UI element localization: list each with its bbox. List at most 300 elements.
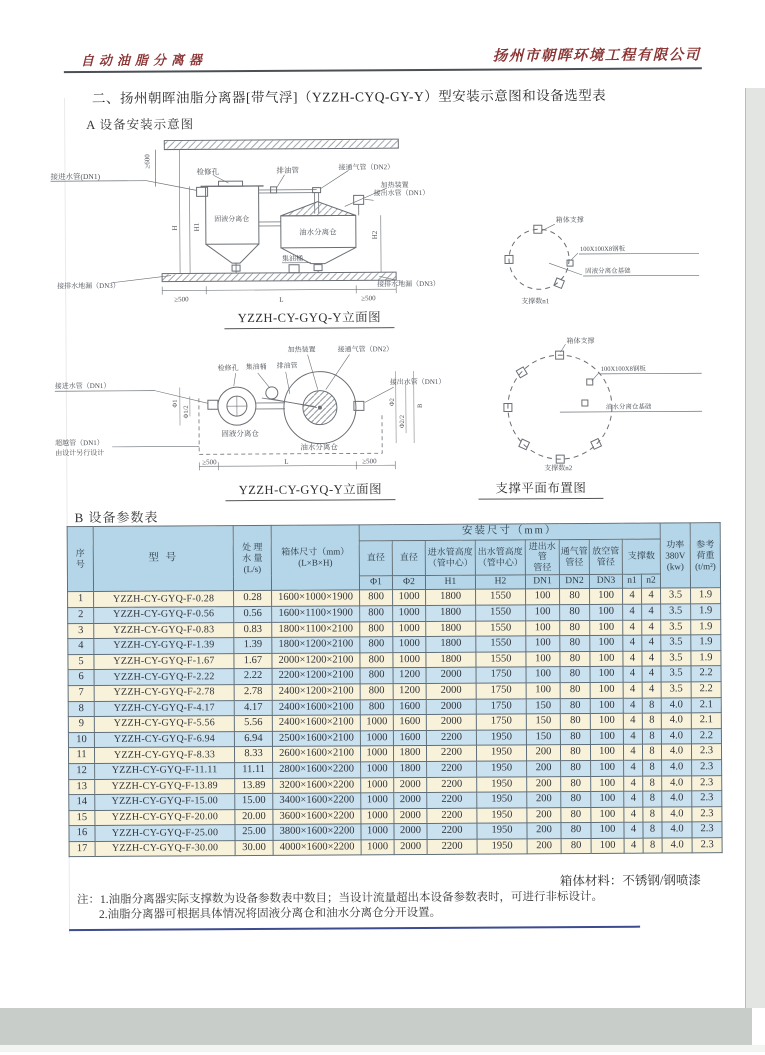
cell-model: YZZH-CY-GYQ-F-2.22 [94, 669, 234, 685]
cell-n2: 8 [643, 807, 662, 823]
cell-flow: 0.28 [234, 591, 272, 607]
cell-flow: 25.00 [235, 825, 273, 841]
cell-flow: 11.11 [235, 762, 273, 778]
cell-dn1: 200 [526, 745, 560, 761]
plan-diagram [49, 335, 470, 480]
cell-model: YZZH-CY-GYQ-F-11.11 [95, 763, 235, 779]
label-outlet-pipe: 接出水管（DN1） [374, 188, 430, 197]
cell-load: 2.3 [692, 791, 722, 807]
col-header-d2: 直径 [392, 540, 425, 576]
cell-h1: 2200 [427, 792, 477, 808]
cell-d1: 1000 [361, 793, 394, 809]
cell-dn2: 80 [561, 776, 591, 792]
plan-label-access: 检修孔 [218, 363, 239, 372]
cell-power: 4.0 [662, 838, 692, 854]
sub-header-h1: H1 [425, 575, 475, 590]
cell-n1: 4 [623, 620, 642, 636]
cell-dn3: 100 [591, 791, 624, 807]
cell-h2: 1550 [476, 620, 526, 636]
cell-dn2: 80 [560, 636, 590, 652]
cell-n1: 4 [623, 666, 642, 682]
plan-inlet-stub [208, 400, 218, 409]
cell-flow: 1.67 [234, 653, 272, 669]
cell-h1: 2000 [426, 683, 476, 699]
cell-load: 2.3 [692, 838, 722, 854]
cell-h1: 2200 [427, 761, 477, 777]
cell-flow: 13.89 [235, 778, 273, 794]
cell-load: 2.3 [692, 822, 722, 838]
cell-d2: 1000 [393, 590, 426, 606]
col-header-h1: 进水管高度 （管中心） [425, 540, 475, 576]
cell-h1: 2200 [427, 777, 477, 793]
cell-model: YZZH-CY-GYQ-F-13.89 [95, 778, 235, 794]
cell-no: 10 [68, 732, 94, 748]
cell-h2: 1950 [476, 745, 526, 761]
label-dim-h1: H1 [193, 222, 201, 231]
cell-dn3: 100 [590, 635, 623, 651]
cell-power: 3.5 [661, 635, 691, 651]
cell-model: YZZH-CY-GYQ-F-6.94 [94, 731, 234, 747]
plan-dim-left-500: ≥500 [202, 458, 217, 466]
cell-no: 16 [69, 826, 95, 842]
company-name: 扬州市朝晖环境工程有限公司 [493, 43, 701, 65]
cell-dn1: 200 [527, 776, 561, 792]
cell-d2: 1200 [393, 668, 426, 684]
cell-load: 2.2 [691, 728, 721, 744]
cell-dn2: 80 [561, 760, 591, 776]
section-b-heading: B 设备参数表 [75, 507, 159, 527]
cell-n2: 4 [642, 666, 661, 682]
cell-n2: 4 [642, 620, 661, 636]
cell-n1: 4 [623, 713, 642, 729]
cell-h2: 1750 [476, 714, 526, 730]
sub-header-h2: H2 [475, 575, 525, 590]
cell-flow: 1.39 [234, 638, 272, 654]
sub-header-n1: n1 [622, 574, 641, 589]
cell-power: 4.0 [662, 791, 692, 807]
cell-h1: 2000 [426, 714, 476, 730]
cell-flow: 4.17 [234, 700, 272, 716]
plan-dim-phi1: Φ1 [172, 399, 179, 407]
cell-dn2: 80 [560, 604, 590, 620]
cell-n2: 8 [643, 791, 662, 807]
cell-load: 1.9 [691, 604, 721, 620]
oilwater-cone-top [281, 201, 356, 215]
cell-d2: 1000 [393, 621, 426, 637]
plan-label-bypass: 超越管（DN1） [55, 438, 104, 447]
col-header-dn3: 放空管 管径 [589, 539, 622, 575]
cell-h2: 1950 [477, 792, 527, 808]
section-a-heading: A 设备安装示意图 [86, 114, 194, 133]
cell-d1: 1000 [360, 746, 393, 762]
cell-n2: 8 [642, 729, 661, 745]
cell-no: 6 [68, 670, 94, 686]
cell-h1: 2200 [427, 823, 477, 839]
cell-dn1: 200 [527, 807, 561, 823]
cell-dn1: 150 [526, 714, 560, 730]
cell-box: 2800×1600×2200 [273, 762, 361, 778]
plan-label-vent: 接通气管（DN2） [338, 344, 394, 353]
cell-d2: 2000 [394, 777, 427, 793]
cell-dn1: 150 [526, 698, 560, 714]
cell-box: 2200×1200×2100 [272, 668, 360, 684]
cell-dn3: 100 [591, 807, 624, 823]
cell-n1: 4 [623, 651, 642, 667]
cell-box: 3600×1600×2200 [273, 809, 361, 825]
sub-header-dn2: DN2 [559, 574, 589, 589]
cell-power: 3.5 [661, 604, 691, 620]
cell-no: 5 [68, 654, 94, 670]
cell-model: YZZH-CY-GYQ-F-5.56 [94, 716, 234, 732]
cell-power: 4.0 [661, 713, 691, 729]
cell-load: 2.3 [692, 775, 722, 791]
support-detail-2 [469, 331, 705, 472]
oil-barrel [289, 265, 299, 273]
col-header-install: 安装尺寸（mm） [359, 523, 660, 540]
cell-no: 14 [69, 795, 95, 811]
box-material-note: 箱体材料：不锈钢/钢喷漆 [433, 870, 701, 890]
cell-dn2: 80 [560, 667, 590, 683]
cell-d2: 1000 [393, 637, 426, 653]
cell-power: 4.0 [661, 744, 691, 760]
support-circle-2 [508, 355, 613, 460]
cell-dn2: 80 [560, 714, 590, 730]
cell-dn1: 200 [527, 823, 561, 839]
cell-d1: 800 [360, 684, 393, 700]
cell-d1: 1000 [360, 730, 393, 746]
cell-h1: 2000 [426, 699, 476, 715]
col-header-h2: 出水管高度 （管中心） [475, 539, 525, 575]
cell-flow: 5.56 [234, 716, 272, 732]
cell-dn1: 100 [526, 589, 560, 605]
cell-h2: 1950 [477, 839, 527, 855]
cell-flow: 20.00 [235, 809, 273, 825]
cell-model: YZZH-CY-GYQ-F-8.33 [94, 747, 234, 763]
cell-d1: 1000 [361, 777, 394, 793]
footer-rule [69, 926, 640, 931]
cell-dn1: 100 [526, 667, 560, 683]
cell-n2: 8 [642, 713, 661, 729]
cell-power: 3.5 [661, 619, 691, 635]
cell-load: 1.9 [691, 588, 721, 604]
cell-power: 3.5 [661, 588, 691, 604]
cell-power: 4.0 [662, 822, 692, 838]
cell-load: 2.2 [691, 666, 721, 682]
cell-d1: 800 [360, 637, 393, 653]
cell-d2: 1000 [393, 652, 426, 668]
cell-no: 1 [68, 592, 94, 608]
cell-model: YZZH-CY-GYQ-F-1.67 [94, 653, 234, 669]
cell-dn1: 100 [526, 651, 560, 667]
support-circle-1 [509, 229, 569, 289]
cell-h2: 1750 [476, 667, 526, 683]
cell-load: 1.9 [691, 650, 721, 666]
cell-n1: 4 [624, 822, 643, 838]
cell-h2: 1550 [476, 652, 526, 668]
cell-load: 2.1 [691, 713, 721, 729]
cell-model: YZZH-CY-GYQ-F-2.78 [94, 685, 234, 701]
label-drain-left: 接排水地漏（DN3） [57, 281, 120, 290]
cell-n2: 8 [643, 760, 662, 776]
cell-d2: 1800 [394, 761, 427, 777]
cell-box: 2000×1200×2100 [272, 653, 360, 669]
cell-dn3: 100 [590, 589, 623, 605]
note-line-1: 注：1.油脂分离器实际支撑数为设备参数表中数目；当设计流量超出本设备参数表时，可进行非标设计。 [77, 888, 603, 907]
cell-power: 3.5 [661, 666, 691, 682]
cell-h1: 1800 [426, 605, 476, 621]
cell-no: 7 [68, 685, 94, 701]
cell-box: 4000×1600×2200 [273, 840, 361, 856]
plan-label-heater: 加热装置 [288, 345, 316, 354]
cell-dn3: 100 [590, 620, 623, 636]
label-support2-plate: 100X100X8钢板 [601, 364, 647, 373]
cell-n1: 4 [624, 776, 643, 792]
cell-power: 4.0 [662, 807, 692, 823]
cell-h2: 1950 [476, 730, 526, 746]
cell-no: 9 [68, 717, 94, 733]
cell-flow: 8.33 [234, 747, 272, 763]
cell-dn3: 100 [590, 604, 623, 620]
label-dim-left-500: ≥500 [174, 295, 189, 303]
cell-dn2: 80 [560, 651, 590, 667]
sub-header-phi2: Φ2 [392, 575, 425, 590]
cell-model: YZZH-CY-GYQ-F-0.83 [94, 622, 234, 638]
solid-chamber-hopper [206, 244, 259, 263]
cell-d2: 1200 [393, 683, 426, 699]
cell-d1: 800 [360, 652, 393, 668]
cell-d2: 1800 [393, 746, 426, 762]
plan-oil-barrel [266, 387, 278, 399]
cell-h1: 1800 [426, 652, 476, 668]
cell-dn3: 100 [590, 651, 623, 667]
cell-dn2: 80 [561, 823, 591, 839]
cell-n2: 4 [642, 635, 661, 651]
plan-dim-phi1-2: Φ1/2 [183, 405, 190, 418]
cell-no: 2 [68, 607, 94, 623]
col-header-no: 序 号 [67, 527, 93, 593]
cell-d2: 1600 [393, 715, 426, 731]
cell-d1: 800 [360, 621, 393, 637]
label-oil-barrel: 集油桶 [282, 254, 303, 263]
cell-dn2: 80 [560, 682, 590, 698]
label-dim-h: H [171, 225, 179, 230]
support-caption: 支撑平面布置图 [478, 478, 603, 500]
cell-no: 17 [69, 841, 95, 857]
col-header-power: 功率 380V (kw) [660, 523, 690, 589]
cell-flow: 15.00 [235, 794, 273, 810]
cell-h1: 1800 [426, 621, 476, 637]
cell-n1: 4 [623, 635, 642, 651]
cell-h2: 1950 [477, 823, 527, 839]
cell-d1: 800 [360, 668, 393, 684]
plan-label-oil-pipe: 排油管 [277, 361, 298, 370]
label-support2-base: 油水分离仓基础 [606, 402, 652, 411]
plan-dim-b: B [417, 403, 424, 408]
cell-n1: 4 [623, 729, 642, 745]
cell-dn2: 80 [560, 729, 590, 745]
cell-box: 1600×1000×1900 [272, 590, 360, 606]
cell-dn2: 80 [560, 589, 590, 605]
cell-dn3: 100 [590, 698, 623, 714]
cell-d1: 800 [360, 590, 393, 606]
cell-n2: 8 [642, 698, 661, 714]
cell-dn1: 100 [526, 605, 560, 621]
label-dim-l: L [279, 296, 283, 304]
table-row [69, 838, 722, 858]
cell-dn3: 100 [590, 682, 623, 698]
cell-h1: 2000 [426, 668, 476, 684]
cell-box: 2400×1200×2100 [272, 684, 360, 700]
cell-d2: 2000 [394, 839, 427, 855]
cell-dn2: 80 [561, 807, 591, 823]
cell-h1: 2200 [426, 745, 476, 761]
cell-no: 8 [68, 701, 94, 717]
cell-power: 4.0 [661, 729, 691, 745]
cell-flow: 2.78 [234, 684, 272, 700]
label-support1-count: 支撑数n1 [521, 296, 550, 305]
cell-h2: 1550 [476, 589, 526, 605]
cell-h1: 2200 [426, 730, 476, 746]
label-access-hole: 检修孔 [196, 166, 219, 176]
cell-n2: 8 [643, 838, 662, 854]
cell-d1: 1000 [361, 762, 394, 778]
cell-model: YZZH-CY-GYQ-F-0.28 [94, 591, 234, 607]
cell-h1: 2200 [427, 839, 477, 855]
label-oilwater-chamber: 油水分离仓 [299, 227, 337, 237]
cell-n2: 8 [643, 822, 662, 838]
sub-header-phi1: Φ1 [359, 576, 392, 591]
cell-n2: 4 [642, 588, 661, 604]
params-table [67, 522, 723, 857]
cell-no: 11 [68, 748, 94, 764]
cell-n2: 4 [642, 651, 661, 667]
cell-power: 4.0 [662, 760, 692, 776]
plan-label-barrel: 集油桶 [246, 362, 267, 371]
plan-label-solid-chamber: 固液分离仓 [221, 428, 259, 438]
cell-flow: 30.00 [235, 840, 273, 856]
cell-n2: 8 [642, 744, 661, 760]
cell-h2: 1950 [477, 761, 527, 777]
cell-box: 2600×1600×2100 [272, 746, 360, 762]
cell-load: 2.3 [692, 806, 722, 822]
cell-n1: 4 [623, 698, 642, 714]
cell-model: YZZH-CY-GYQ-F-30.00 [95, 841, 235, 857]
cell-n2: 4 [642, 682, 661, 698]
cell-dn3: 100 [591, 760, 624, 776]
cell-dn2: 80 [560, 698, 590, 714]
cell-dn3: 100 [590, 667, 623, 683]
params-table-body [68, 588, 723, 857]
label-drain-right: 接排水地漏（DN3） [377, 279, 440, 288]
cell-h2: 1950 [477, 808, 527, 824]
cell-n2: 8 [643, 776, 662, 792]
cell-dn3: 100 [590, 713, 623, 729]
cell-h2: 1750 [476, 683, 526, 699]
page-title: 二、扬州朝晖油脂分离器[带气浮]（YZZH-CYQ-GY-Y）型安装示意图和设备选型表 [92, 84, 606, 107]
cell-h2: 1550 [476, 605, 526, 621]
cell-dn2: 80 [560, 745, 590, 761]
col-header-dn2: 通气管 管径 [559, 539, 589, 575]
cell-dn1: 100 [526, 620, 560, 636]
cell-d2: 2000 [394, 824, 427, 840]
cell-d1: 800 [360, 606, 393, 622]
label-oil-pipe: 排油管 [276, 165, 299, 175]
plan-caption: YZZH-CY-GYQ-Y立面图 [225, 479, 395, 501]
label-support2-box: 箱体支撑 [566, 336, 594, 345]
cell-flow: 6.94 [234, 731, 272, 747]
cell-flow: 2.22 [234, 669, 272, 685]
cell-load: 2.3 [691, 744, 721, 760]
cell-box: 3800×1600×2200 [273, 824, 361, 840]
cell-model: YZZH-CY-GYQ-F-4.17 [94, 700, 234, 716]
brand-text: 自动油脂分离器 [81, 49, 207, 69]
elevation-diagram [48, 133, 469, 311]
cell-d2: 1600 [393, 730, 426, 746]
sub-header-n2: n2 [641, 574, 660, 589]
cell-power: 3.5 [661, 651, 691, 667]
col-header-d1: 直径 [359, 540, 392, 576]
plan-dim-phi2-2: Φ2/2 [399, 415, 406, 428]
cell-n1: 4 [623, 604, 642, 620]
cell-d1: 1000 [361, 840, 394, 856]
plan-label-oilwater-chamber: 油水分离仓 [300, 442, 338, 452]
floor-slab [162, 272, 396, 281]
cell-dn1: 150 [526, 729, 560, 745]
cell-model: YZZH-CY-GYQ-F-0.56 [94, 607, 234, 623]
cell-d2: 1000 [393, 605, 426, 621]
plan-label-inlet: 接进水管（DN1） [55, 381, 111, 390]
cell-box: 1600×1100×1900 [272, 606, 360, 622]
col-header-load: 参考 荷重 (t/m²) [690, 523, 720, 589]
col-header-support: 支撑数 [622, 539, 660, 575]
sub-header-dn1: DN1 [525, 575, 559, 590]
plan-dim-phi2: Φ2 [389, 398, 396, 406]
cell-h1: 1800 [426, 636, 476, 652]
col-header-model: 型 号 [93, 526, 233, 592]
cell-h1: 1800 [426, 590, 476, 606]
cell-n1: 4 [623, 744, 642, 760]
label-vent-pipe: 接通气管（DN2） [338, 162, 394, 171]
col-header-box: 箱体尺寸（mm） (L×B×H) [271, 525, 359, 591]
cell-box: 3400×1600×2200 [273, 793, 361, 809]
cell-box: 1800×1100×2100 [272, 621, 360, 637]
cell-power: 4.0 [662, 775, 692, 791]
cell-power: 3.5 [661, 682, 691, 698]
cell-dn2: 80 [561, 792, 591, 808]
cell-dn2: 80 [560, 620, 590, 636]
label-support1-plate: 100X100X8钢板 [580, 244, 626, 253]
cell-box: 2400×1600×2100 [272, 715, 360, 731]
label-heater: 加热装置 [381, 180, 409, 189]
cell-dn2: 80 [561, 838, 591, 854]
outlet-elbow [354, 195, 364, 204]
label-dim-h2: H2 [371, 230, 379, 239]
elevation-caption: YZZH-CY-GYQ-Y立面图 [224, 307, 394, 329]
cell-n2: 4 [642, 604, 661, 620]
cell-model: YZZH-CY-GYQ-F-20.00 [95, 809, 235, 825]
label-support1-box: 箱体支撑 [556, 215, 584, 224]
cell-h2: 1550 [476, 636, 526, 652]
label-dim-right-500: ≥500 [361, 294, 376, 302]
cell-dn1: 200 [527, 761, 561, 777]
cell-no: 13 [69, 779, 95, 795]
cell-d1: 1000 [361, 824, 394, 840]
plan-label-bypass-note: 由设计另行设计 [55, 448, 104, 457]
cell-model: YZZH-CY-GYQ-F-25.00 [95, 825, 235, 841]
cell-dn3: 100 [590, 729, 623, 745]
cell-n1: 4 [623, 682, 642, 698]
cell-n1: 4 [624, 807, 643, 823]
